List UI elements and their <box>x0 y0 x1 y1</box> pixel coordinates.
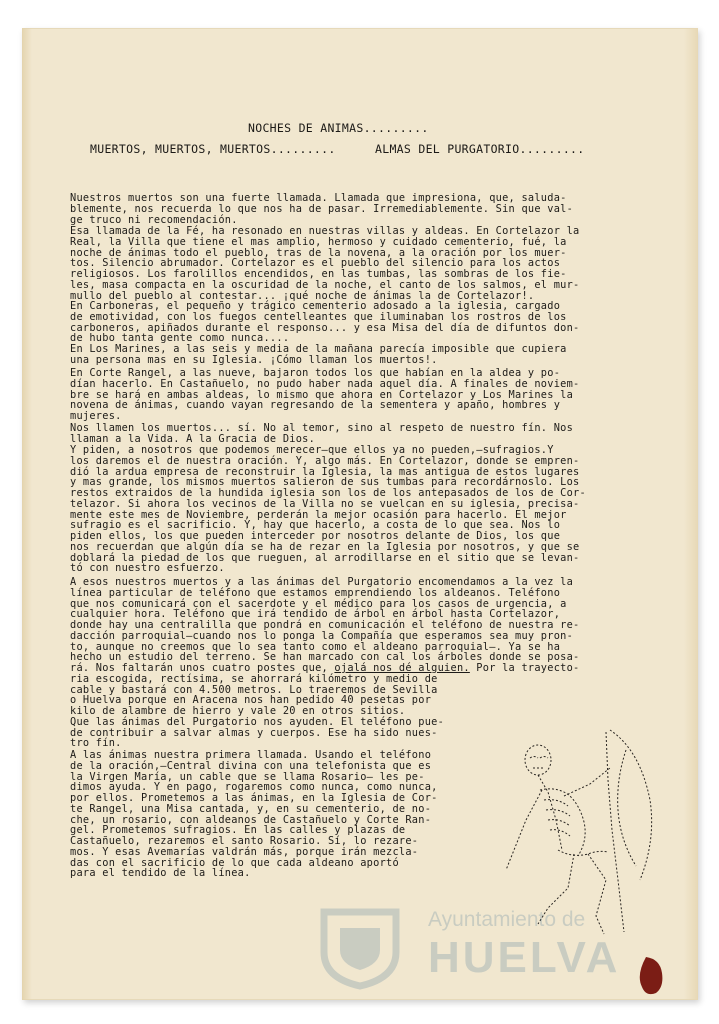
paragraph-3: En Carboneras, el pequeño y trágico cementerio adosado a la iglesia, cargado de emotividad, con los fuegos centelleantes que iluminaban los rostros de los carboneros, apiñados durante el responso... y esa Misa del día de difuntos don- de hubo tanta gente como nunca.... <box>70 300 580 345</box>
watermark-line-1: Ayuntamiento de <box>428 908 586 931</box>
watermark <box>310 900 650 990</box>
subtitle-right: ALMAS DEL PURGATORIO......... <box>375 142 585 156</box>
document-title: NOCHES DE ANIMAS......... <box>248 121 429 135</box>
paragraph-1: Nuestros muertos son una fuerte llamada. Llamada que impresiona, que, saluda- blemente, nos recuerda lo que nos ha de pasar. Irremediablemente. Sin que val- ge truco ni recomendación. <box>70 192 574 226</box>
page-edge-left <box>22 28 32 1000</box>
paragraph-9: A las ánimas nuestra primera llamada. Usando el teléfono de la oración,—Central divina con una telefonista que es la Virgen María, un cable que se llama Rosario— les pe- dimos ayuda. Y en pago, rogaremos como nunca, como nunca, por ellos. Prometemos a las ánimas, en la Iglesia de Cor- te Rangel, una Misa cantada, y, en su cementerio, de no- che, un rosario, con aldeanos de Castañuelo y Corte Ran- gel. Prometemos sufragios. En las calles y plazas de Castañuelo, rezaremos el santo Rosario. Sí, lo rezare- mos. Y esas Avemarías valdrán más, porque irán mezcla- das con el sacrificio de lo que cada aldeano aportó para el tendido de la línea. <box>70 749 438 880</box>
paragraph-4: En Los Marines, a las seis y media de la mañana parecía imposible que cupiera una persona mas en su Iglesia. ¡Cómo llaman los muertos!. <box>70 343 567 366</box>
watermark-line-2: HUELVA <box>428 933 621 982</box>
subtitle-left: MUERTOS, MUERTOS, MUERTOS......... <box>90 142 336 156</box>
paragraph-8-text: A esos nuestros muertos y a las ánimas del Purgatorio encomendamos a la vez la línea particular de teléfono que estamos emprendiendo los aldeanos. Teléfono que nos comunicará con el sacerdote y el médico para los casos de urgencia, a cualquier hora. Teléfono que irá tendido de árbol en árbol hasta Cortelazor, donde hay una centralilla que pondrá en comunicación el teléfono de nuestra re- dacción parroquial—cuando nos lo ponga la Compañía que esperamos sea muy pron- to, aunque no creemos que lo sea tanto como el aldeano parroquial—. Ya se ha hecho un estudio del terreno. Se han marcado con cal los árboles donde se posa- rá. Nos faltarán unos cuatro postes que, <box>70 576 580 674</box>
city-crest-icon <box>310 900 410 990</box>
paragraph-5: En Corte Rangel, a las nueve, bajaron todos los que habían en la aldea y po- dían hacerlo. En Castañuelo, no pudo haber nada aquel día. A finales de noviem- bre se hará en ambas aldeas, lo mismo que ahora en Cortelazor y Los Marines la novena de ánimas, cuando vayan regresando de la sementera y apaño, hombres y mujeres. <box>70 367 580 422</box>
underlined-phrase: ojalá nos dé alguien. <box>334 662 470 674</box>
paragraph-2: Esa llamada de la Fé, ha resonado en nuestras villas y aldeas. En Cortelazor la Real, la Villa que tiene el mas amplio, hermoso y cuidado cementerio, fué, la noche de ánimas todo el pueblo, tras de la novena, a la oración por los muer- tos. Silencio abrumador. Cortelazor es el pueblo del silencio para los actos religiosos. Los farolillos encendidos, en las tumbas, las sombras de los fie- les, masa compacta en la oscuridad de la noche, el canto de los salmos, el mur- mullo del pueblo al contestar... ¡qué noche de ánimas la de Cortelazor!. <box>70 225 580 302</box>
paragraph-6: Nos llamen los muertos... sí. No al temor, sino al respeto de nuestro fín. Nos llaman a la Vida. A la Gracia de Dios. <box>70 422 574 445</box>
paragraph-8-continuation: Por la trayecto- ria escogida, rectísima, se ahorrará kilómetro y medio de cable y bastará con 4.500 metros. Lo traeremos de Sevilla o Huelva porque en Aracena nos han pedido 40 pesetas por kilo de alambre de hierro y vale 20 en otros sitios. Que las ánimas del Purgatorio nos ayuden. El teléfono pue- de contribuir a salvar almas y cuerpos. Ese ha sido nues- tro fín. <box>70 662 580 750</box>
paragraph-7: Y piden, a nosotros que podemos merecer—que ellos ya no pueden,—sufragios.Y los daremos el de nuestra oración. Y, algo más. En Cortelazor, donde se empren- dió la ardua empresa de reconstruir la Iglesia, la mas antigua de estos lugares y mas grande, los mismos muertos salieron de sus tumbas para recordárnoslo. Los restos extraidos de la hundida iglesia son los de los antepasados de los de Cor- telazor. Si ahora los vecinos de la Villa no se vuelcan en su iglesia, precisa- mente este mes de Noviembre, perderán la mejor ocasión para hacerlo. El mejor sufragio es el sacrificio. Y, hay que hacerlo, a costa de lo que sea. Nos lo piden ellos, los que pueden interceder por nosotros delante de Dios, los que nos recuerdan que algún día se ha de rezar en la Iglesia por nosotros, y que se doblará la piedad de los que rueguen, al arrodillarse en el sitio que se levan- tó con nuestro esfuerzo. <box>70 444 586 575</box>
ink-stain <box>638 955 664 995</box>
page-edge-right <box>684 28 698 1000</box>
